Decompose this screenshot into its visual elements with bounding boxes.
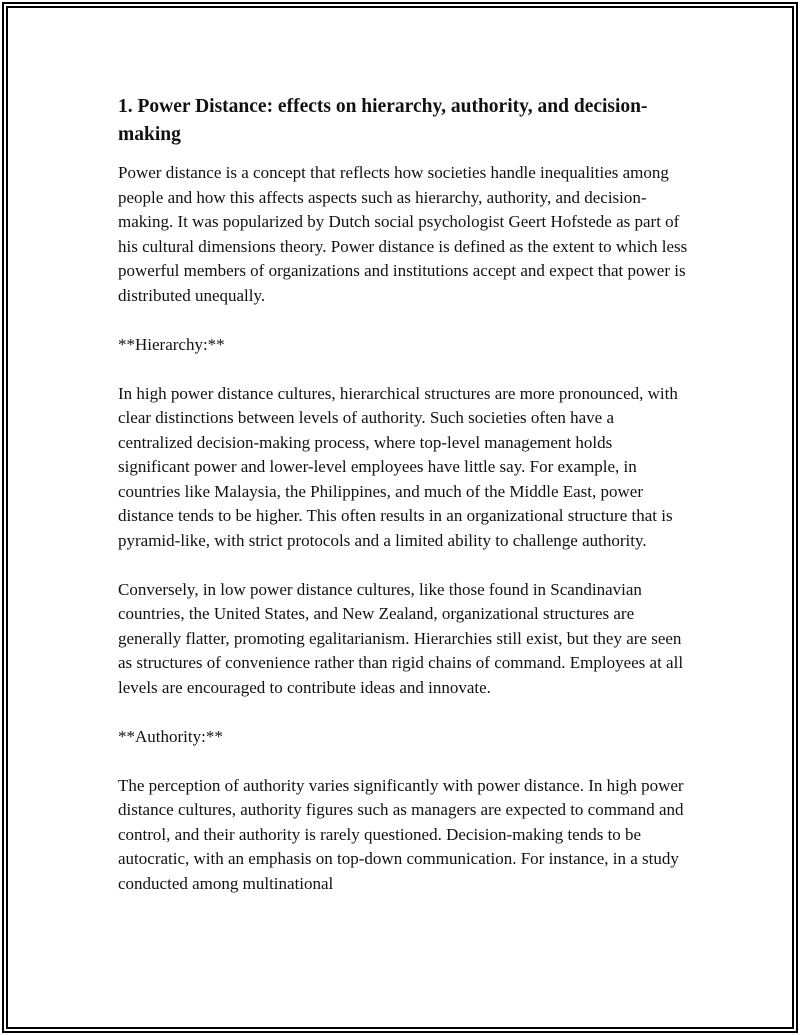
hierarchy-label: **Hierarchy:** [118, 334, 225, 354]
hierarchy-paragraph-1: In high power distance cultures, hierarchical structures are more pronounced, with clear distinctions between levels of authority. Such societies often have a centralized decision-making process, where top-level management holds significant power and lower-level employees have little say. For example, in countries like Malaysia, the Philippines, and much of the Middle East, power distance tends to be higher. This often results in an organizational structure that is pyramid-like, with strict protocols and a limited ability to challenge authority. [118, 383, 678, 550]
hierarchy-paragraph-2: Conversely, in low power distance cultures, like those found in Scandinavian countries, the United States, and New Zealand, organizational structures are generally flatter, promoting egalitarianism. Hierarchies still exist, but they are seen as structures of convenience rather than rigid chains of command. Employees at all levels are encouraged to contribute ideas and innovate. [118, 579, 684, 697]
intro-paragraph: Power distance is a concept that reflects how societies handle inequalities among people and how this affects aspects such as hierarchy, authority, and decision-making. It was popularized by Dutch social psychologist Geert Hofstede as part of his cultural dimensions theory. Power distance is defined as the extent to which less powerful members of organizations and institutions accept and expect that power is distributed unequally. [118, 163, 688, 305]
section-heading: 1. Power Distance: effects on hierarchy, authority, and decision-making [118, 96, 648, 145]
authority-label: **Authority:** [118, 726, 223, 746]
authority-paragraph-1: The perception of authority varies significantly with power distance. In high power distance cultures, authority figures such as managers are expected to command and control, and their authority is rarely questioned. Decision-making tends to be autocratic, with an emphasis on top-down communication. For instance, in a study conducted among multinational [118, 775, 684, 893]
document-body [118, 93, 688, 921]
